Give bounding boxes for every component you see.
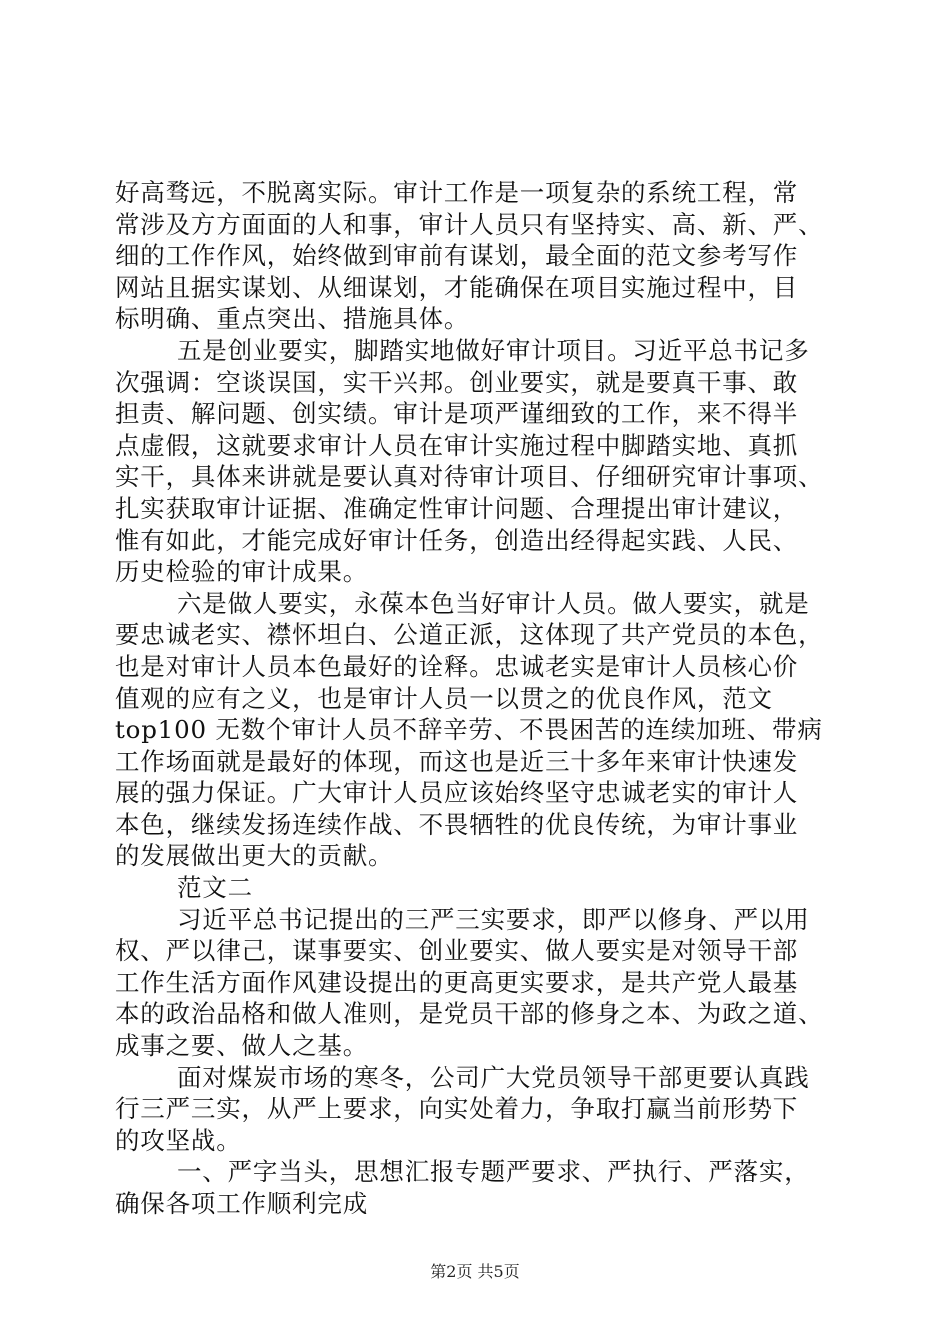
text-line: 担责、解问题、创实绩。审计是项严谨细致的工作，来不得半 bbox=[115, 399, 799, 429]
text-line: 展的强力保证。广大审计人员应该始终坚守忠诚老实的审计人 bbox=[115, 778, 799, 808]
paragraph-start-line: 面对煤炭市场的寒冬，公司广大党员领导干部更要认真践 bbox=[177, 1062, 810, 1092]
text-line: 实干，具体来讲就是要认真对待审计项目、仔细研究审计事项、 bbox=[115, 462, 824, 492]
text-line: 点虚假，这就要求审计人员在审计实施过程中脚踏实地、真抓 bbox=[115, 430, 799, 460]
page-number: 第2页 共5页 bbox=[430, 1262, 520, 1281]
paragraph-start-line: 五是创业要实，脚踏实地做好审计项目。习近平总书记多 bbox=[177, 335, 810, 365]
text-line: 本的政治品格和做人准则，是党员干部的修身之本、为政之道、 bbox=[115, 999, 824, 1029]
text-line: 成事之要、做人之基。 bbox=[115, 1031, 368, 1061]
text-line: 确保各项工作顺利完成 bbox=[115, 1189, 368, 1218]
paragraph-start-line: 一、严字当头，思想汇报专题严要求、严执行、严落实， bbox=[177, 1157, 810, 1187]
text-line: 惟有如此，才能完成好审计任务，创造出经得起实践、人民、 bbox=[115, 525, 799, 555]
page-footer bbox=[0, 1262, 950, 1282]
text-line: 网站且据实谋划、从细谋划，才能确保在项目实施过程中，目 bbox=[115, 272, 799, 302]
text-line: 扎实获取审计证据、准确定性审计问题、合理提出审计建议， bbox=[115, 493, 799, 523]
text-line: 的攻坚战。 bbox=[115, 1125, 242, 1155]
text-line: 权、严以律己，谋事要实、创业要实、做人要实是对领导干部 bbox=[115, 936, 799, 966]
text-line: 常涉及方方面面的人和事，审计人员只有坚持实、高、新、严、 bbox=[115, 209, 824, 239]
text-line: 细的工作作风，始终做到审前有谋划，最全面的范文参考写作 bbox=[115, 241, 799, 271]
paragraph-start-line: 六是做人要实，永葆本色当好审计人员。做人要实，就是 bbox=[177, 588, 810, 618]
text-line: 值观的应有之义，也是审计人员一以贯之的优良作风，范文 bbox=[115, 683, 773, 713]
document-body bbox=[115, 177, 835, 1220]
paragraph-start-line: 习近平总书记提出的三严三实要求，即严以修身、严以用 bbox=[177, 904, 810, 934]
text-line: top100 无数个审计人员不辞辛劳、不畏困苦的连续加班、带病 bbox=[115, 715, 823, 745]
text-line: 工作生活方面作风建设提出的更高更实要求，是共产党人最基 bbox=[115, 967, 799, 997]
text-line: 历史检验的审计成果。 bbox=[115, 557, 368, 587]
text-line: 标明确、重点突出、措施具体。 bbox=[115, 304, 470, 334]
text-line: 也是对审计人员本色最好的诠释。忠诚老实是审计人员核心价 bbox=[115, 651, 799, 681]
text-line: 次强调：空谈误国，实干兴邦。创业要实，就是要真干事、敢 bbox=[115, 367, 799, 397]
text-line: 行三严三实，从严上要求，向实处着力，争取打赢当前形势下 bbox=[115, 1094, 799, 1124]
text-line: 工作场面就是最好的体现，而这也是近三十多年来审计快速发 bbox=[115, 746, 799, 776]
section-heading: 范文二 bbox=[177, 873, 253, 903]
text-line: 要忠诚老实、襟怀坦白、公道正派，这体现了共产党员的本色， bbox=[115, 620, 824, 650]
text-line: 的发展做出更大的贡献。 bbox=[115, 841, 394, 871]
text-line: 好高骛远，不脱离实际。审计工作是一项复杂的系统工程，常 bbox=[115, 178, 799, 207]
text-line: 本色，继续发扬连续作战、不畏牺牲的优良传统，为审计事业 bbox=[115, 809, 799, 839]
